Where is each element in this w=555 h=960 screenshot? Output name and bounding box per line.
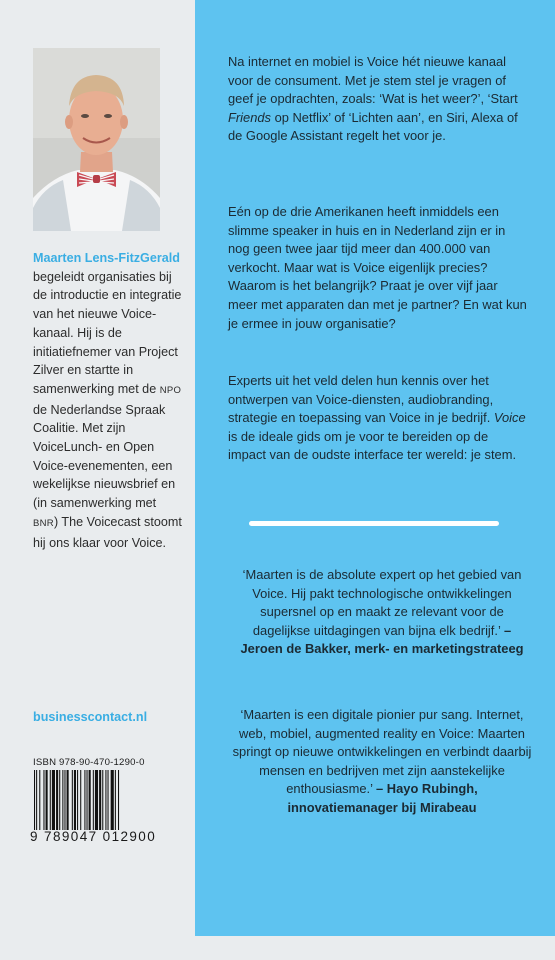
quote-2 <box>230 706 534 818</box>
quote-2-attribution: – Hayo Rubingh, innovatiemanager bij Mirabeau <box>287 781 478 815</box>
bio-text-1: begeleidt organisaties bij de introductie en integratie van het nieuwe Voice-kanaal. Hij is de initiatiefnemer van Project Zilver en startte in samenwerking met de <box>33 269 182 396</box>
third-part-2: is de ideale gids om je voor te bereiden op de impact van de oudste interface ter wereld: je stem. <box>228 428 517 463</box>
barcode <box>33 770 161 830</box>
bio-text-3: ) The Voicecast stoomt hij ons klaar voor Voice. <box>33 514 182 550</box>
second-paragraph: Eén op de drie Amerikanen heeft inmiddels een slimme speaker in huis en in Nederland zijn er in nog geen twee jaar tijd meer dan 400.000 van verkocht. Maar wat is Voice eigenlijk precies? Waarom is het belangrijk? Praat je over vijf jaar meer met apparaten dan met je partner? En wat kun je ermee in jouw organisatie? <box>228 204 527 331</box>
third-part-1: Experts uit het veld delen hun kennis over het ontwerpen van Voice-diensten, audiobranding, strategie en toepassing van Voice in je bedrijf. <box>228 373 494 426</box>
author-portrait-icon <box>33 48 160 231</box>
intro-part-1: Na internet en mobiel is Voice hét nieuwe kanaal voor de consument. Met je stem stel je vragen of geef je opdrachten, zoals: ‘Wat is het weer?’, ‘Start <box>228 54 518 107</box>
author-photo <box>33 48 160 231</box>
publisher-website: businesscontact.nl <box>33 710 148 724</box>
quote-1-text: ‘Maarten is de absolute expert op het gebied van Voice. Hij pakt technologische ontwikkelingen supersnel op en maakt ze relevant voor de dagelijkse uitdagingen van bijna elk bedrijf.’ <box>242 567 522 638</box>
intro-paragraph <box>228 53 528 146</box>
third-paragraph <box>228 372 528 465</box>
barcode-digits: 9 789047 012900 <box>30 829 157 844</box>
intro-part-2: op Netflix’ of ‘Lichten aan’, en Siri, Alexa of de Google Assistant regelt het voor je. <box>228 109 518 144</box>
intro-friends: Friends <box>228 109 271 125</box>
isbn-label: ISBN 978-90-470-1290-0 <box>33 757 145 768</box>
author-bio <box>33 249 183 552</box>
author-name: Maarten Lens-FitzGerald <box>33 251 180 265</box>
bottom-strip <box>195 936 555 960</box>
divider <box>249 521 499 526</box>
bio-bnr: BNR <box>33 517 54 529</box>
quote-1 <box>230 566 534 659</box>
third-voice: Voice <box>493 410 526 426</box>
bio-text-2: de Nederlandse Spraak Coalitie. Met zijn VoiceLunch- en Open Voice-evenementen, een wekelijkse nieuwsbrief en (in samenwerking met <box>33 402 176 511</box>
bio-npo: NPO <box>159 384 182 396</box>
barcode-icon <box>33 770 161 830</box>
quote-2-text: ‘Maarten is een digitale pionier pur sang. Internet, web, mobiel, augmented reality en Voice: Maarten springt op nieuwe ontwikkelingen en verbindt daarbij mensen en bedrijven met zijn aanstekelijke enthousiasme.’ <box>232 707 532 797</box>
quote-1-attribution: – Jeroen de Bakker, merk- en marketingstrateeg <box>240 622 524 657</box>
